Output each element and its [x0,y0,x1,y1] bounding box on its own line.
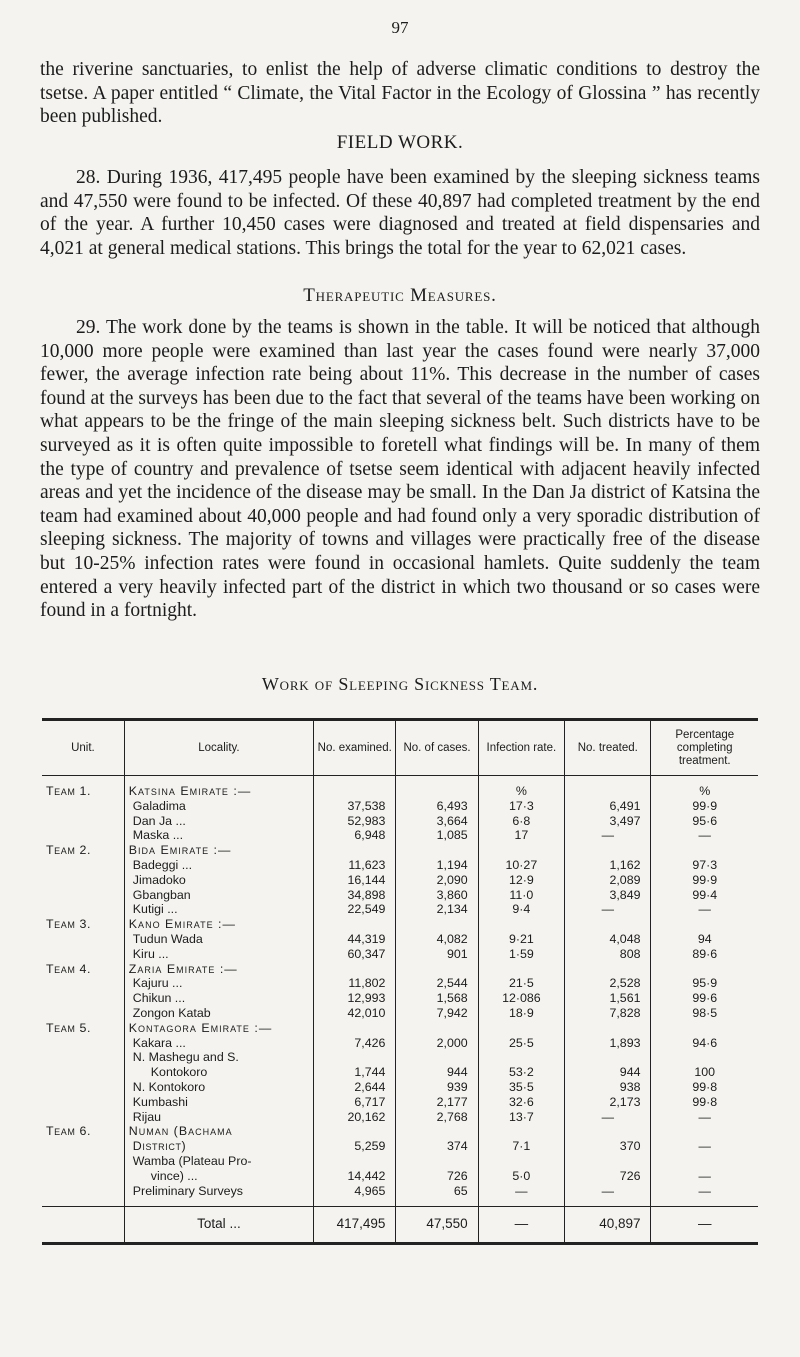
locality: Kajuru ... [124,976,313,991]
percentage-cell: 95·9 [651,976,758,991]
table-row [42,1154,758,1169]
treated-cell: 808 [565,947,651,962]
treated-cell: — [565,1110,651,1125]
locality: Rijau [124,1110,313,1125]
cases-cell: 3,860 [396,888,478,903]
treated-cell: 944 [565,1065,651,1080]
examined-cell: 11,802 [314,976,396,991]
treated-cell: 1,561 [565,991,651,1006]
table-row [42,1080,758,1095]
cases-cell: 2,090 [396,873,478,888]
locality: Badeggi ... [124,858,313,873]
examined-cell: 52,983 [314,814,396,829]
examined-cell: 44,319 [314,932,396,947]
locality: N. Mashegu and S. [124,1050,313,1065]
table-row [42,1065,758,1080]
rate-cell: 7·1 [478,1139,564,1154]
examined-cell: 4,965 [314,1184,396,1199]
table-row [42,1139,758,1154]
cases-cell: 6,493 [396,799,478,814]
cases-cell: 2,177 [396,1095,478,1110]
table-row [42,784,758,799]
table-row [42,1169,758,1184]
table-row [42,902,758,917]
percentage-cell: 97·3 [651,858,758,873]
treated-cell: 726 [565,1169,651,1184]
rate-cell: 53·2 [478,1065,564,1080]
table-row [42,1021,758,1036]
locality: Preliminary Surveys [124,1184,313,1199]
rate-cell: 12·9 [478,873,564,888]
examined-cell: 6,717 [314,1095,396,1110]
examined-cell: 42,010 [314,1006,396,1021]
examined-cell: 5,259 [314,1139,396,1154]
locality: Kumbashi [124,1095,313,1110]
table-row [42,1110,758,1125]
percentage-cell: 99·8 [651,1080,758,1095]
percentage-cell: — [651,1184,758,1199]
table-row [42,947,758,962]
cases-cell: 1,085 [396,828,478,843]
table-row [42,843,758,858]
locality: Dan Ja ... [124,814,313,829]
examined-cell: 20,162 [314,1110,396,1125]
cases-cell: 1,194 [396,858,478,873]
cases-cell: 4,082 [396,932,478,947]
emirate-label: Bida Emirate :— [124,843,313,858]
examined-cell: 12,993 [314,991,396,1006]
rate-cell: 6·8 [478,814,564,829]
rate-cell: 21·5 [478,976,564,991]
locality: Tudun Wada [124,932,313,947]
treated-cell: 938 [565,1080,651,1095]
locality: Jimadoko [124,873,313,888]
paragraph-28: 28. During 1936, 417,495 people have been examined by the sleeping sickness teams and 47,550 were found to be infected. Of these 40,897 had completed treatment by the end of the year. A further 10,450 cases were diagnosed and treated at field dispensaries and 4,021 at general medical stations. This brings the total for the year to 62,021 cases. [40,167,760,259]
header-cases: No. of cases. [396,720,478,776]
treated-cell: — [565,828,651,843]
cases-cell: 726 [396,1169,478,1184]
table-row [42,1050,758,1065]
table-row [42,976,758,991]
rate-cell: 18·9 [478,1006,564,1021]
treated-cell: 1,893 [565,1036,651,1051]
treated-cell: 2,173 [565,1095,651,1110]
percentage-cell: 94 [651,932,758,947]
cases-cell: 901 [396,947,478,962]
treated-cell: 2,528 [565,976,651,991]
examined-cell: 2,644 [314,1080,396,1095]
examined-cell: 16,144 [314,873,396,888]
table-row [42,873,758,888]
header-treated: No. treated. [565,720,651,776]
examined-cell: 7,426 [314,1036,396,1051]
table-row [42,888,758,903]
percent-symbol: % [651,784,758,799]
percent-symbol: % [478,784,564,799]
total-label: Total ... [124,1207,313,1244]
table-row [42,962,758,977]
locality: Kontokoro [124,1065,313,1080]
total-examined: 417,495 [314,1207,396,1244]
emirate-label: Numan (Bachama [124,1124,313,1139]
cases-cell: 65 [396,1184,478,1199]
percentage-cell: — [651,828,758,843]
rate-cell: 9·4 [478,902,564,917]
examined-cell: 14,442 [314,1169,396,1184]
examined-cell: 11,623 [314,858,396,873]
locality: Kiru ... [124,947,313,962]
treated-cell: 1,162 [565,858,651,873]
table-header-row [42,720,758,776]
leader-dots: ... [229,1216,241,1232]
rate-cell: 35·5 [478,1080,564,1095]
locality: N. Kontokoro [124,1080,313,1095]
emirate-label: Kano Emirate :— [124,917,313,932]
rate-cell: 10·27 [478,858,564,873]
cases-cell: 3,664 [396,814,478,829]
examined-cell: 1,744 [314,1065,396,1080]
percentage-cell: 99·8 [651,1095,758,1110]
percentage-cell: 99·6 [651,991,758,1006]
cases-cell: 2,544 [396,976,478,991]
table-row [42,858,758,873]
emirate-label: Zaria Emirate :— [124,962,313,977]
cases-cell: 2,000 [396,1036,478,1051]
locality: vince) ... [124,1169,313,1184]
percentage-cell: — [651,1139,758,1154]
locality: Chikun ... [124,991,313,1006]
percentage-cell: 100 [651,1065,758,1080]
table-row [42,1184,758,1199]
rate-cell: 25·5 [478,1036,564,1051]
total-cases: 47,550 [396,1207,478,1244]
total-rate: — [478,1207,564,1244]
unit-label: Team 6. [46,1124,92,1139]
rate-cell: 17·3 [478,799,564,814]
unit-label: Team 5. [46,1020,92,1035]
page-number: 97 [391,18,409,37]
header-percentage: Percentage completing treatment. [651,720,758,776]
table-row [42,1036,758,1051]
examined-cell: 37,538 [314,799,396,814]
heading-field-work: FIELD WORK. [336,132,464,153]
treated-cell: — [565,902,651,917]
treated-cell: 4,048 [565,932,651,947]
header-examined: No. examined. [314,720,396,776]
treated-cell: 6,491 [565,799,651,814]
examined-cell: 6,948 [314,828,396,843]
locality: Kakara ... [124,1036,313,1051]
rate-cell: 13·7 [478,1110,564,1125]
unit-label: Team 1. [46,784,92,798]
emirate-label: Kontagora Emirate :— [124,1021,313,1036]
examined-cell: 60,347 [314,947,396,962]
percentage-cell: 95·6 [651,814,758,829]
percentage-cell: — [651,902,758,917]
locality: Gbangban [124,888,313,903]
header-rate: Infection rate. [478,720,564,776]
treated-cell: — [565,1184,651,1199]
rate-cell: 5·0 [478,1169,564,1184]
rate-cell: 1·59 [478,947,564,962]
locality: Maska ... [124,828,313,843]
header-unit: Unit. [42,720,124,776]
treated-cell: 2,089 [565,873,651,888]
header-locality: Locality. [124,720,313,776]
unit-label: Team 2. [46,843,92,858]
table-title: Work of Sleeping Sickness Team. [261,674,539,694]
total-treated: 40,897 [565,1207,651,1244]
rate-cell: 9·21 [478,932,564,947]
percentage-cell: 99·4 [651,888,758,903]
cases-cell: 374 [396,1139,478,1154]
table-row [42,814,758,829]
intro-paragraph: the riverine sanctuaries, to enlist the help of adverse climatic conditions to destroy the tsetse. A paper entitled “ Climate, the Vital Factor in the Ecology of Glossina ” has recently been published. [40,59,760,128]
cases-cell: 2,134 [396,902,478,917]
rate-cell: 32·6 [478,1095,564,1110]
table-row [42,1124,758,1139]
percentage-cell: — [651,1169,758,1184]
treated-cell: 3,497 [565,814,651,829]
locality: Wamba (Plateau Pro- [124,1154,313,1169]
percentage-cell: 98·5 [651,1006,758,1021]
percentage-cell: 89·6 [651,947,758,962]
locality: Zongon Katab [124,1006,313,1021]
percentage-cell: 94·6 [651,1036,758,1051]
cases-cell: 2,768 [396,1110,478,1125]
total-row [42,1207,758,1244]
table-row [42,917,758,932]
table-row [42,991,758,1006]
table-row [42,932,758,947]
rate-cell: 11·0 [478,888,564,903]
locality: Galadima [124,799,313,814]
rate-cell: 17 [478,828,564,843]
unit-label: Team 3. [46,917,92,932]
table-row [42,799,758,814]
cases-cell: 944 [396,1065,478,1080]
heading-therapeutic-measures: Therapeutic Measures. [303,285,497,306]
treated-cell: 370 [565,1139,651,1154]
emirate-label: Katsina Emirate :— [124,784,313,799]
sleeping-sickness-table [42,718,758,1245]
total-percentage: — [651,1207,758,1244]
examined-cell: 22,549 [314,902,396,917]
percentage-cell: 99·9 [651,799,758,814]
unit-label: Team 4. [46,961,92,976]
treated-cell: 7,828 [565,1006,651,1021]
emirate-label: District) [124,1139,313,1154]
paragraph-29: 29. The work done by the teams is shown in the table. It will be noticed that although 10,000 more people were examined than last year the cases found were nearly 37,000 fewer, the average infection rate being about 11%. This decrease in the number of cases found at the surveys has been due to the fact that several of the teams have been working on what appears to be the fringe of the main sleeping sickness belt. Such districts have to be surveyed as it is often quite impossible to foretell what findings will be. In many of them the type of country and prevalence of tsetse seem identical with adjacent heavily infected areas and yet the incidence of the disease may be small. In the Dan Ja district of Katsina the team had examined about 40,000 people and had found only a very sporadic distribution of sleeping sickness. The majority of towns and villages were practically free of the disease but 10-25% infection rates were found in occasional hamlets. Quite suddenly the team entered a very heavily infected part of the district in which two thousand or so cases were found in a fortnight. [40,317,760,622]
cases-cell: 7,942 [396,1006,478,1021]
percentage-cell: — [651,1110,758,1125]
rate-cell: — [478,1184,564,1199]
cases-cell: 1,568 [396,991,478,1006]
locality: Kutigi ... [124,902,313,917]
treated-cell: 3,849 [565,888,651,903]
table-row [42,1006,758,1021]
table-row [42,1095,758,1110]
examined-cell: 34,898 [314,888,396,903]
percentage-cell: 99·9 [651,873,758,888]
table-row [42,828,758,843]
cases-cell: 939 [396,1080,478,1095]
rate-cell: 12·086 [478,991,564,1006]
